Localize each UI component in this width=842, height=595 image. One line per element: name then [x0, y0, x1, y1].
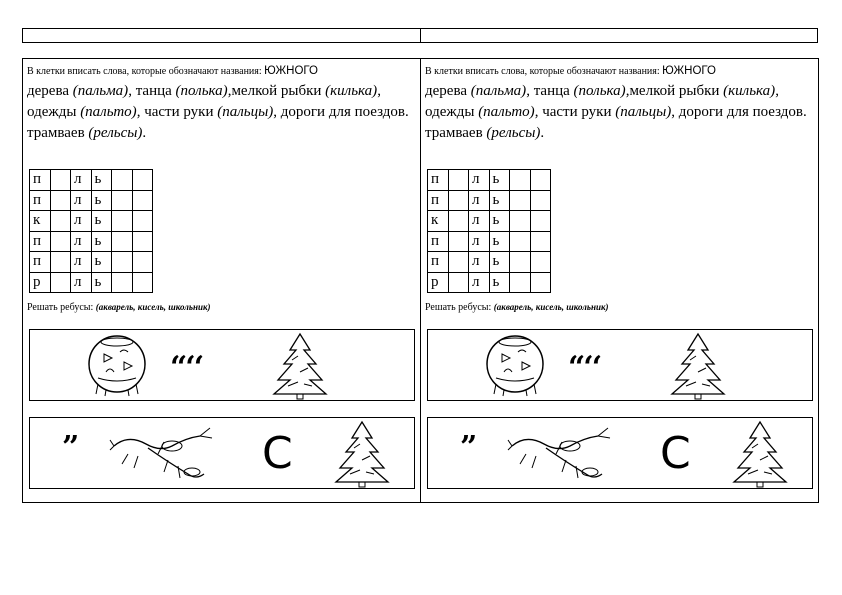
fir-tree-icon: [668, 332, 728, 400]
crayfish-icon: [108, 424, 218, 486]
word-grid: п л ь п л ь к л ь п л ь п л ь р л ь: [29, 169, 153, 293]
fir-tree-icon: [270, 332, 330, 400]
crayfish-icon: [506, 424, 616, 486]
rebus-quotes: “‘‘: [568, 350, 601, 385]
word-grid: п л ь п л ь к л ь п л ь п л ь р л ь: [427, 169, 551, 293]
rebus-instruction: Решать ребусы: (акварель, кисель, школьник): [27, 302, 211, 313]
task-text: дерева (пальма), танца (полька),мелкой рыбки (килька), одежды (пальто), части руки (пальцы), дороги для поездов. трамваев (рельсы).: [425, 83, 807, 141]
rebus-box-1: [427, 329, 813, 401]
rebus-letter: С: [262, 428, 293, 479]
worksheet-panel-left: [23, 59, 419, 502]
top-header-bar: [22, 28, 818, 43]
fir-tree-icon: [332, 420, 392, 488]
rebus-quotes-2: ”: [62, 430, 80, 465]
intro-text: В клетки вписать слова, которые обозначают названия: ЮЖНОГО: [27, 65, 318, 77]
aquarium-icon: [482, 332, 552, 402]
worksheet-panel-right: [421, 59, 817, 502]
aquarium-icon: [84, 332, 154, 402]
rebus-box-1: [29, 329, 415, 401]
rebus-box-2: [427, 417, 813, 489]
rebus-quotes-2: ”: [460, 430, 478, 465]
rebus-letter: С: [660, 428, 691, 479]
task-text: дерева (пальма), танца (полька),мелкой рыбки (килька), одежды (пальто), части руки (пальцы), дороги для поездов. трамваев (рельсы).: [27, 83, 409, 141]
rebus-instruction: Решать ребусы: (акварель, кисель, школьник): [425, 302, 609, 313]
fir-tree-icon: [730, 420, 790, 488]
intro-text: В клетки вписать слова, которые обозначают названия: ЮЖНОГО: [425, 65, 716, 77]
rebus-quotes: “‘‘: [170, 350, 203, 385]
rebus-box-2: [29, 417, 415, 489]
